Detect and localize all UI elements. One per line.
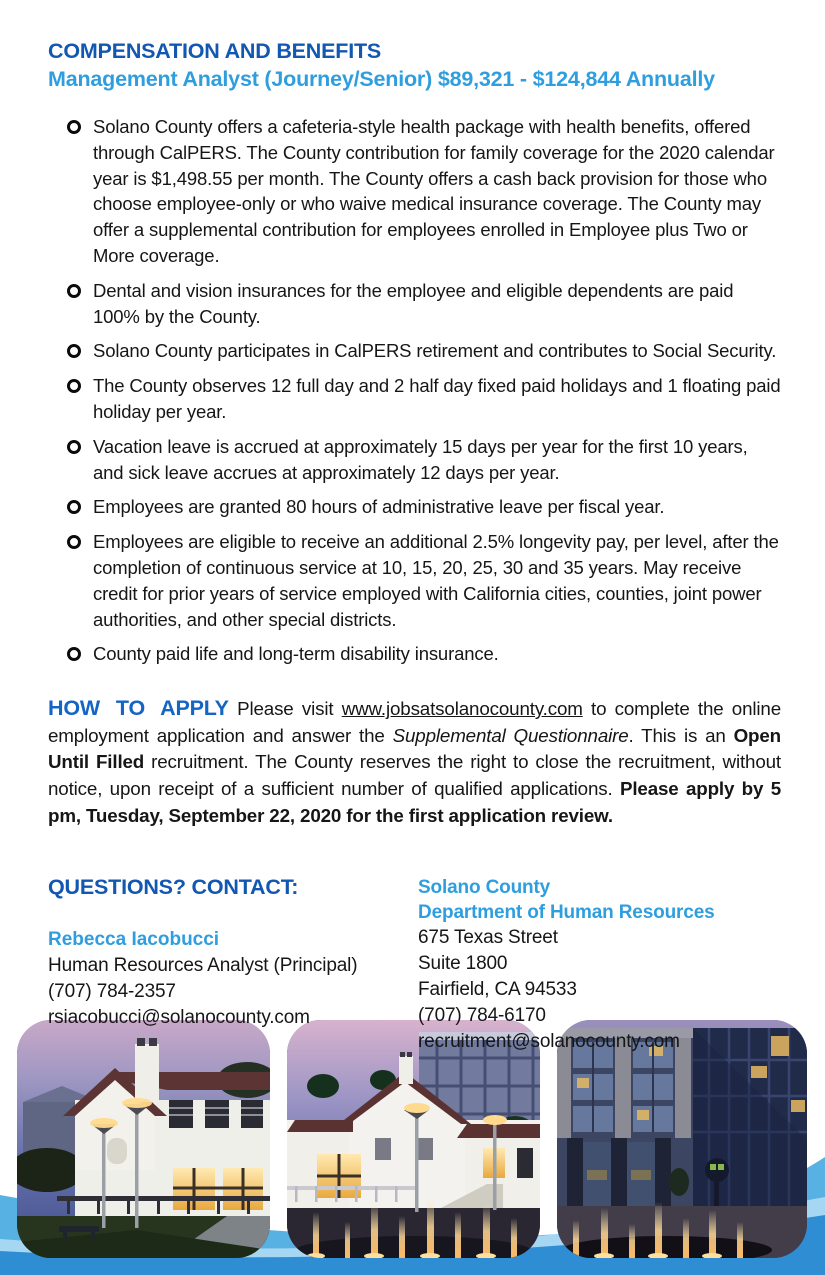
- apply-text: recruitment. The County reserves the right to close the recruitment, without notice, upon receipt of a sufficient number of qualified applications.: [48, 751, 781, 799]
- list-item: [48, 529, 781, 632]
- list-item: [48, 494, 781, 520]
- list-item: [48, 278, 781, 330]
- contact-section: [48, 875, 781, 1055]
- benefit-text: Employees are granted 80 hours of administrative leave per fiscal year.: [93, 496, 665, 518]
- contact-person-title: Human Resources Analyst (Principal): [48, 955, 358, 977]
- how-to-apply-heading: HOW TO APPLY: [48, 696, 229, 721]
- apply-text: to complete the online employment application and answer the: [48, 698, 782, 746]
- department-phone: (707) 784-6170: [418, 1005, 546, 1027]
- photo-courtyard-fountains: [287, 1020, 540, 1258]
- benefit-text: Solano County participates in CalPERS retirement and contributes to Social Security.: [93, 340, 777, 362]
- benefit-text: Solano County offers a cafeteria-style health package with health benefits, offered through CalPERS. The County contribution for family coverage for the 2020 calendar year is $1,498.55 per month. The County offers a cash back provision for those who choose employee-only or who waive medical insurance coverage. The County may offer a supplemental contribution for employees enrolled in Employee plus Two or More coverage.: [93, 116, 775, 266]
- flyer-content: [48, 38, 781, 1055]
- open-until-filled-text: Open Until Filled: [48, 724, 781, 773]
- bullet-ring-icon: [67, 535, 81, 549]
- contact-person-email: rsiacobucci@solanocounty.com: [48, 1007, 310, 1029]
- list-item: [48, 641, 781, 667]
- compensation-benefits-title: COMPENSATION AND BENEFITS: [48, 39, 382, 63]
- benefit-text: Employees are eligible to receive an additional 2.5% longevity pay, per level, after the completion of continuous service at 10, 15, 20, 25, 30 and 35 years. May receive credit for prior years of service employed with California cities, counties, joint power authorities, and other special districts.: [93, 531, 779, 630]
- how-to-apply-paragraph: [48, 695, 781, 829]
- questions-contact-heading: QUESTIONS? CONTACT:: [48, 875, 299, 900]
- photo-historic-building: [17, 1020, 270, 1258]
- department-address-line2: Suite 1800: [418, 953, 508, 975]
- bullet-ring-icon: [67, 647, 81, 661]
- photo-strip: [17, 1020, 807, 1258]
- bullet-ring-icon: [67, 440, 81, 454]
- apply-text: . This is an: [628, 724, 734, 746]
- apply-text: Please visit: [228, 698, 342, 720]
- modern-building-illustration: [557, 1020, 807, 1258]
- bullet-ring-icon: [67, 344, 81, 358]
- photo-modern-building: [557, 1020, 807, 1258]
- benefit-text: Vacation leave is accrued at approximately 15 days per year for the first 10 years, and sick leave accrues at approximately 12 days per year.: [93, 435, 748, 483]
- department-address-line1: 675 Texas Street: [418, 927, 558, 949]
- courtyard-fountains-illustration: [287, 1020, 540, 1258]
- jobs-website-link[interactable]: www.jobsatsolanocounty.com: [341, 698, 583, 720]
- list-item: [48, 373, 781, 425]
- department-address-line3: Fairfield, CA 94533: [418, 979, 577, 1001]
- historic-building-illustration: [17, 1020, 270, 1258]
- supplemental-questionnaire-text: Supplemental Questionnaire: [392, 724, 629, 746]
- position-salary-subtitle: Management Analyst (Journey/Senior) $89,321 - $124,844 Annually: [48, 67, 715, 91]
- benefits-list: [48, 114, 781, 667]
- contact-person-column: [48, 875, 418, 1055]
- bullet-ring-icon: [67, 120, 81, 134]
- contact-person-phone: (707) 784-2357: [48, 981, 176, 1003]
- bullet-ring-icon: [67, 284, 81, 298]
- benefit-text: County paid life and long-term disability insurance.: [93, 643, 499, 665]
- apply-deadline-text: Please apply by 5 pm, Tuesday, September 22, 2020 for the first application review.: [48, 777, 781, 826]
- list-item: [48, 434, 781, 486]
- bullet-ring-icon: [67, 500, 81, 514]
- contact-person-name: Rebecca Iacobucci: [48, 929, 220, 951]
- benefit-text: Dental and vision insurances for the employee and eligible dependents are paid 100% by the County.: [93, 279, 734, 327]
- list-item: [48, 114, 781, 269]
- contact-department-column: [418, 875, 781, 1055]
- bullet-ring-icon: [67, 379, 81, 393]
- county-org-name: Solano County: [418, 877, 551, 899]
- benefit-text: The County observes 12 full day and 2 half day fixed paid holidays and 1 floating paid holiday per year.: [93, 375, 781, 422]
- list-item: [48, 338, 781, 364]
- department-email: recruitment@solanocounty.com: [418, 1031, 680, 1053]
- department-name: Department of Human Resources: [418, 902, 715, 924]
